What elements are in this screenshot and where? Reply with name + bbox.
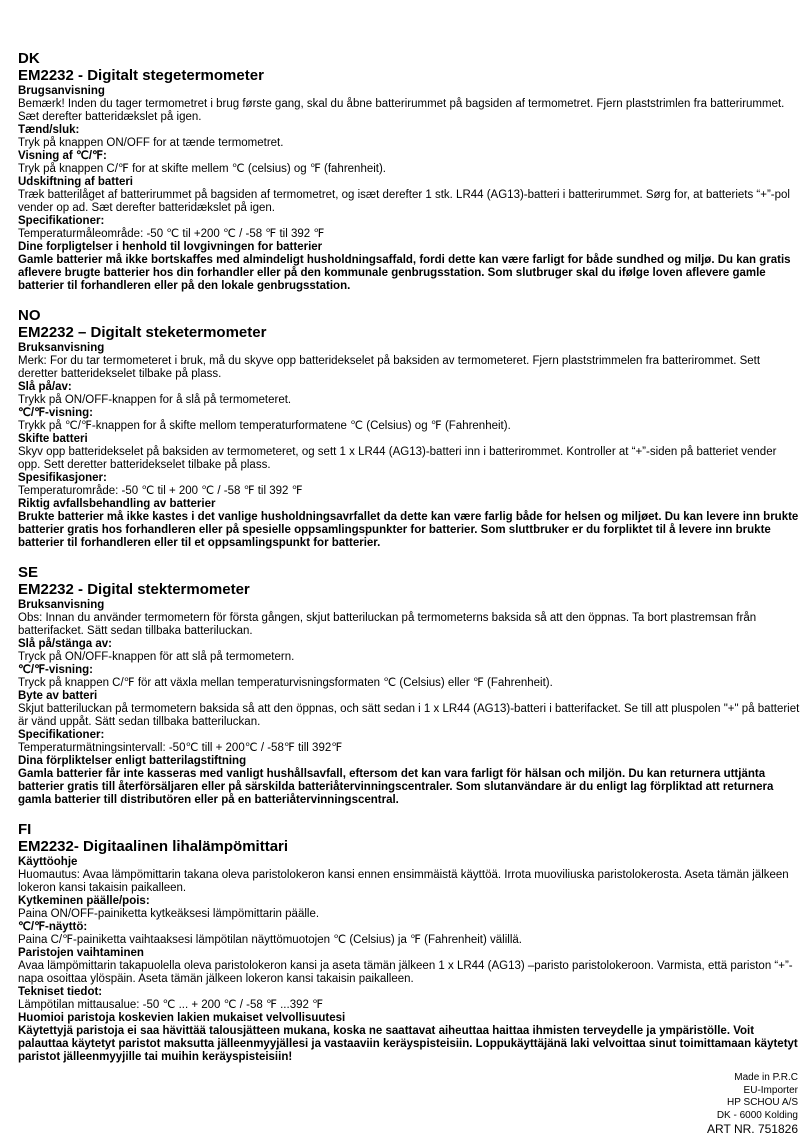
heading-specs: Specifikationer: — [18, 215, 105, 227]
language-code: SE — [18, 564, 39, 581]
heading-specs: Spesifikasjoner: — [18, 472, 107, 484]
paragraph-disposal: Brukte batterier må ikke kastes i det vanlige husholdningsavrfallet da dette kan være farlig både for helsen og miljøet. Du kan levere inn brukte batterier gratis hos forhandleren eller på spesielle oppsamlingspunkter for batterier. Som sluttbruker er du forpliktet til å levere inn brukte batterier til forhandleren eller til et oppsamlingspunkt for batterier. — [18, 511, 799, 549]
paragraph-unit-display: Paina C/℉-painiketta vaihtaaksesi lämpötilan näyttömuotojen ℃ (Celsius) ja ℉ (Fahrenheit) välillä. — [18, 934, 522, 946]
heading-power: Slå på/av: — [18, 381, 72, 393]
eu-importer-label: EU-Importer — [743, 1084, 798, 1096]
heading-disposal: Dina förpliktelser enligt batterilagstiftning — [18, 755, 247, 767]
language-code: NO — [18, 307, 41, 324]
paragraph-specs: Temperaturmåleområde: -50 ℃ til +200 ℃ / -58 ℉ til 392 ℉ — [18, 228, 325, 240]
heading-disposal: Dine forpligtelser i henhold til lovgivningen for batterier — [18, 241, 323, 253]
paragraph-instructions: Obs: Innan du använder termometern för första gången, skjut batteriluckan på termometerns baksida så att den öppnas. Ta bort plastremsan från batterifacket. Sätt sedan tillbaka batteriluckan. — [18, 612, 757, 637]
paragraph-unit-display: Tryk på knappen C/℉ for at skifte mellem ℃ (celsius) og ℉ (fahrenheit). — [18, 163, 387, 175]
paragraph-power: Tryck på ON/OFF-knappen för att slå på termometern. — [18, 651, 295, 663]
company-address: DK - 6000 Kolding — [716, 1109, 798, 1121]
paragraph-unit-display: Tryck på knappen C/℉ för att växla mellan temperaturvisningsformaten ℃ (Celsius) eller ℉ (Fahrenheit). — [18, 677, 553, 689]
heading-specs: Specifikationer: — [18, 729, 105, 741]
section-fi — [18, 821, 800, 1064]
paragraph-power: Paina ON/OFF-painiketta kytkeäksesi lämpömittarin päälle. — [18, 908, 320, 920]
paragraph-battery: Skyv opp batteridekselet på baksiden av termometeret, og sett 1 x LR44 (AG13)-batteri inn i batterirommet. Kontroller at “+”-siden på batteriet vender opp. Sett deretter batteridekselet tilbake på plass. — [18, 446, 777, 471]
heading-instructions: Bruksanvisning — [18, 342, 105, 354]
language-code: FI — [18, 821, 32, 838]
heading-instructions: Brugsanvisning — [18, 85, 105, 97]
heading-battery: Paristojen vaihtaminen — [18, 947, 144, 959]
paragraph-specs: Temperaturområde: -50 ℃ til + 200 ℃ / -58 ℉ til 392 ℉ — [18, 485, 303, 497]
article-number: ART NR. 751826 — [707, 1122, 798, 1136]
importer-footer — [707, 1072, 798, 1137]
heading-unit-display: ℃/℉-visning: — [18, 407, 93, 419]
paragraph-disposal: Gamla batterier får inte kasseras med vanligt hushållsavfall, eftersom det kan vara farligt för hälsan och miljön. Du kan returnera uttjänta batterier gratis till återförsäljaren eller på särskilda batteriåtervinningscentraler. Som slutanvändare är du enligt lag förpliktad att returnera gamla batterier till distributören eller på en batteriåtervinningscentral. — [18, 768, 774, 806]
paragraph-specs: Temperaturmätningsintervall: -50℃ till + 200℃ / -58℉ till 392℉ — [18, 742, 343, 754]
heading-battery: Udskiftning af batteri — [18, 176, 134, 188]
heading-disposal: Huomioi paristoja koskevien lakien mukaiset velvollisuutesi — [18, 1012, 346, 1024]
paragraph-disposal: Gamle batterier må ikke bortskaffes med almindeligt husholdningsaffald, fordi dette kan være farligt for både sundhed og miljø. Du kan gratis aflevere brugte batterier hos din forhandler eller på den kommunale genbrugsstation. Som slutbruger skal du ifølge loven aflevere gamle batterier til forhandleren eller på den lokale genbrugsstation. — [18, 254, 791, 292]
paragraph-disposal: Käytettyjä paristoja ei saa hävittää talousjätteen mukana, koska ne saattavat aiheuttaa haittaa ihmisten terveydelle ja ympäristölle. Voit palauttaa käytetyt paristot maksutta jälleenmyyjällesi ja vastaaviin keräyspisteisiin. Loppukäyttäjänä laki velvoittaa sinut toimittamaan käytetyt paristot jälleenmyyjille tai muihin keräyspisteisiin! — [18, 1025, 798, 1063]
heading-power: Kytkeminen päälle/pois: — [18, 895, 150, 907]
heading-unit-display: ℃/℉-visning: — [18, 664, 93, 676]
heading-instructions: Käyttöohje — [18, 856, 78, 868]
heading-instructions: Bruksanvisning — [18, 599, 105, 611]
document-page — [18, 50, 800, 1078]
heading-disposal: Riktig avfallsbehandling av batterier — [18, 498, 216, 510]
paragraph-specs: Lämpötilan mittausalue: -50 ℃ ... + 200 ℃ / -58 ℉ ...392 ℉ — [18, 999, 324, 1011]
language-code: DK — [18, 50, 40, 67]
section-title: EM2232- Digitaalinen lihalämpömittari — [18, 838, 289, 855]
heading-battery: Byte av batteri — [18, 690, 98, 702]
heading-specs: Tekniset tiedot: — [18, 986, 103, 998]
paragraph-instructions: Bemærk! Inden du tager termometret i brug første gang, skal du åbne batterirummet på bagsiden af termometret. Fjern plaststrimlen fra batterirummet. Sæt derefter batteridækslet på igen. — [18, 98, 785, 123]
section-no — [18, 307, 800, 550]
paragraph-battery: Avaa lämpömittarin takapuolella oleva paristolokeron kansi ja aseta tämän jälkeen 1 x LR44 (AG13) –paristo paristolokeroon. Varmista, että pariston “+”-napa osoittaa ylöspäin. Aseta tämän jälkeen lokeron kansi takaisin paikalleen. — [18, 960, 793, 985]
section-dk — [18, 50, 800, 293]
heading-battery: Skifte batteri — [18, 433, 88, 445]
paragraph-unit-display: Trykk på ℃/℉-knappen for å skifte mellom temperaturformatene ℃ (Celsius) og ℉ (Fahrenheit). — [18, 420, 511, 432]
section-title: EM2232 - Digital stektermometer — [18, 581, 250, 598]
paragraph-battery: Skjut batteriluckan på termometern baksida så att den öppnas, och sätt sedan i 1 x LR44 (AG13)-batteri i batterifacket. Se till att pluspolen "+" på batteriet är vänd uppåt. Sätt sedan tillbaka batteriluckan. — [18, 703, 800, 728]
paragraph-battery: Træk batterilåget af batterirummet på bagsiden af termometret, og isæt derefter 1 stk. LR44 (AG13)-batteri i batterirummet. Sørg for, at batteriets “+”-pol vender op ad. Sæt derefter batteridækslet på igen. — [18, 189, 790, 214]
heading-power: Tænd/sluk: — [18, 124, 80, 136]
section-title: EM2232 – Digitalt steketermometer — [18, 324, 267, 341]
company-name: HP SCHOU A/S — [727, 1097, 798, 1108]
made-in: Made in P.R.C — [734, 1072, 798, 1083]
heading-power: Slå på/stänga av: — [18, 638, 112, 650]
paragraph-power: Tryk på knappen ON/OFF for at tænde termometret. — [18, 137, 284, 149]
heading-unit-display: ℃/℉-näyttö: — [18, 921, 88, 933]
paragraph-instructions: Huomautus: Avaa lämpömittarin takana oleva paristolokeron kansi ennen ensimmäistä käyttöä. Irrota muoviliuska paristolokerosta. Aseta tämän jälkeen lokeron kansi takaisin paikalleen. — [18, 869, 789, 894]
section-title: EM2232 - Digitalt stegetermometer — [18, 67, 264, 84]
paragraph-power: Trykk på ON/OFF-knappen for å slå på termometeret. — [18, 394, 292, 406]
section-se — [18, 564, 800, 807]
heading-unit-display: Visning af ℃/℉: — [18, 150, 107, 162]
paragraph-instructions: Merk: For du tar termometeret i bruk, må du skyve opp batteridekselet på baksiden av termometeret. Fjern plaststrimmelen fra batterirommet. Sett deretter batteridekselet tilbake på plass. — [18, 355, 761, 380]
